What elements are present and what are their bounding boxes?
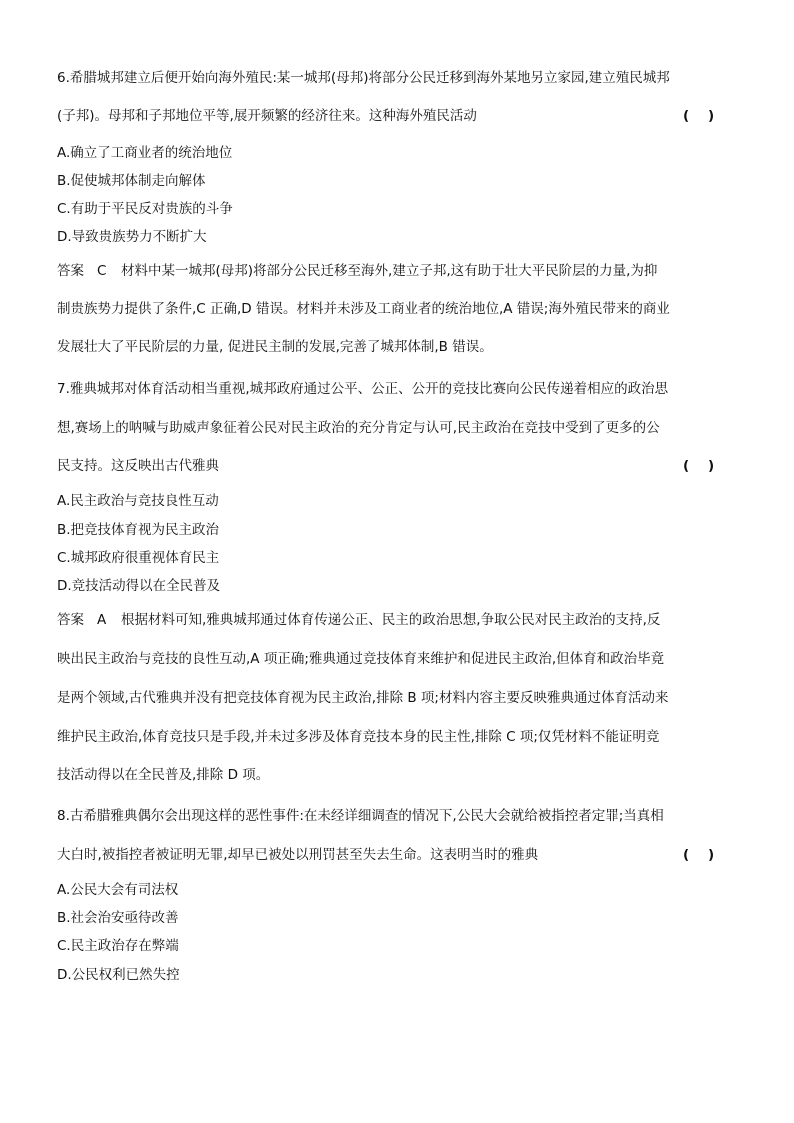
question-8-stem-line-2: 大白时,被指控者被证明无罪,却早已被处以刑罚甚至失去生命。这表明当时的雅典 bbox=[57, 847, 539, 863]
question-7-explanation-line-4: 维护民主政治,体育竞技只是手段,并未过多涉及体育竞技本身的民主性,排除 C 项;仅凭材料不能证明竞 bbox=[57, 729, 660, 745]
answer-explanation: 根据材料可知,雅典城邦通过体育传递公正、民主的政治思想,争取公民对民主政治的支持,反 bbox=[121, 612, 661, 628]
question-7-stem-line-1: 7.雅典城邦对体育活动相当重视,城邦政府通过公平、公正、公开的竞技比赛向公民传递着相应的政治思 bbox=[57, 381, 669, 397]
answer-label: 答案 bbox=[57, 612, 84, 628]
answer-label: 答案 bbox=[57, 263, 84, 279]
question-6-option-c: C.有助于平民反对贵族的斗争 bbox=[57, 201, 233, 217]
question-7-stem-line-3: 民支持。这反映出古代雅典 bbox=[57, 458, 219, 474]
question-7-stem-line-2: 想,赛场上的呐喊与助威声象征着公民对民主政治的充分肯定与认可,民主政治在竞技中受到了更多的公 bbox=[57, 420, 660, 436]
question-7-option-d: D.竞技活动得以在全民普及 bbox=[57, 578, 221, 594]
question-7-explanation-line-5: 技活动得以在全民普及,排除 D 项。 bbox=[57, 767, 270, 783]
question-6-explanation-line-2: 制贵族势力提供了条件,C 正确,D 错误。材料并未涉及工商业者的统治地位,A 错误;海外殖民带来的商业 bbox=[57, 301, 670, 317]
answer-letter: C bbox=[97, 263, 107, 279]
answer-letter: A bbox=[97, 612, 107, 628]
question-7-option-c: C.城邦政府很重视体育民主 bbox=[57, 550, 220, 566]
question-7-explanation-line-2: 映出民主政治与竞技的良性互动,A 项正确;雅典通过竞技体育来维护和促进民主政治,但体育和政治毕竟 bbox=[57, 651, 665, 667]
question-8-answer-blank: ( ) bbox=[683, 847, 715, 863]
question-6-option-a: A.确立了工商业者的统治地位 bbox=[57, 145, 233, 161]
question-6-option-d: D.导致贵族势力不断扩大 bbox=[57, 229, 207, 245]
question-6-option-b: B.促使城邦体制走向解体 bbox=[57, 173, 206, 189]
question-7-option-b: B.把竞技体育视为民主政治 bbox=[57, 522, 220, 538]
question-7-answer-line-1 bbox=[57, 611, 725, 629]
question-8-option-a: A.公民大会有司法权 bbox=[57, 882, 179, 898]
answer-explanation: 材料中某一城邦(母邦)将部分公民迁移至海外,建立子邦,这有助于壮大平民阶层的力量,为抑 bbox=[121, 263, 658, 279]
question-6-stem-line-1: 6.希腊城邦建立后便开始向海外殖民:某一城邦(母邦)将部分公民迁移到海外某地另立家园,建立殖民城邦 bbox=[57, 70, 670, 86]
question-6-stem-line-2: (子邦)。母邦和子邦地位平等,展开频繁的经济往来。这种海外殖民活动 bbox=[57, 108, 477, 124]
question-6-explanation-line-3: 发展壮大了平民阶层的力量, 促进民主制的发展,完善了城邦体制,B 错误。 bbox=[57, 339, 493, 355]
question-6-answer-line-1 bbox=[57, 262, 725, 280]
question-8-option-c: C.民主政治存在弊端 bbox=[57, 938, 179, 954]
question-8-stem-line-1: 8.古希腊雅典偶尔会出现这样的恶性事件:在未经详细调查的情况下,公民大会就给被指控者定罪;当真相 bbox=[57, 808, 664, 824]
question-6-answer-blank: ( ) bbox=[683, 108, 715, 124]
question-8-option-b: B.社会治安亟待改善 bbox=[57, 910, 179, 926]
question-7-explanation-line-3: 是两个领域,古代雅典并没有把竞技体育视为民主政治,排除 B 项;材料内容主要反映雅典通过体育活动来 bbox=[57, 690, 669, 706]
question-7-option-a: A.民主政治与竞技良性互动 bbox=[57, 493, 219, 509]
question-8-option-d: D.公民权利已然失控 bbox=[57, 967, 180, 983]
question-7-answer-blank: ( ) bbox=[683, 458, 715, 474]
